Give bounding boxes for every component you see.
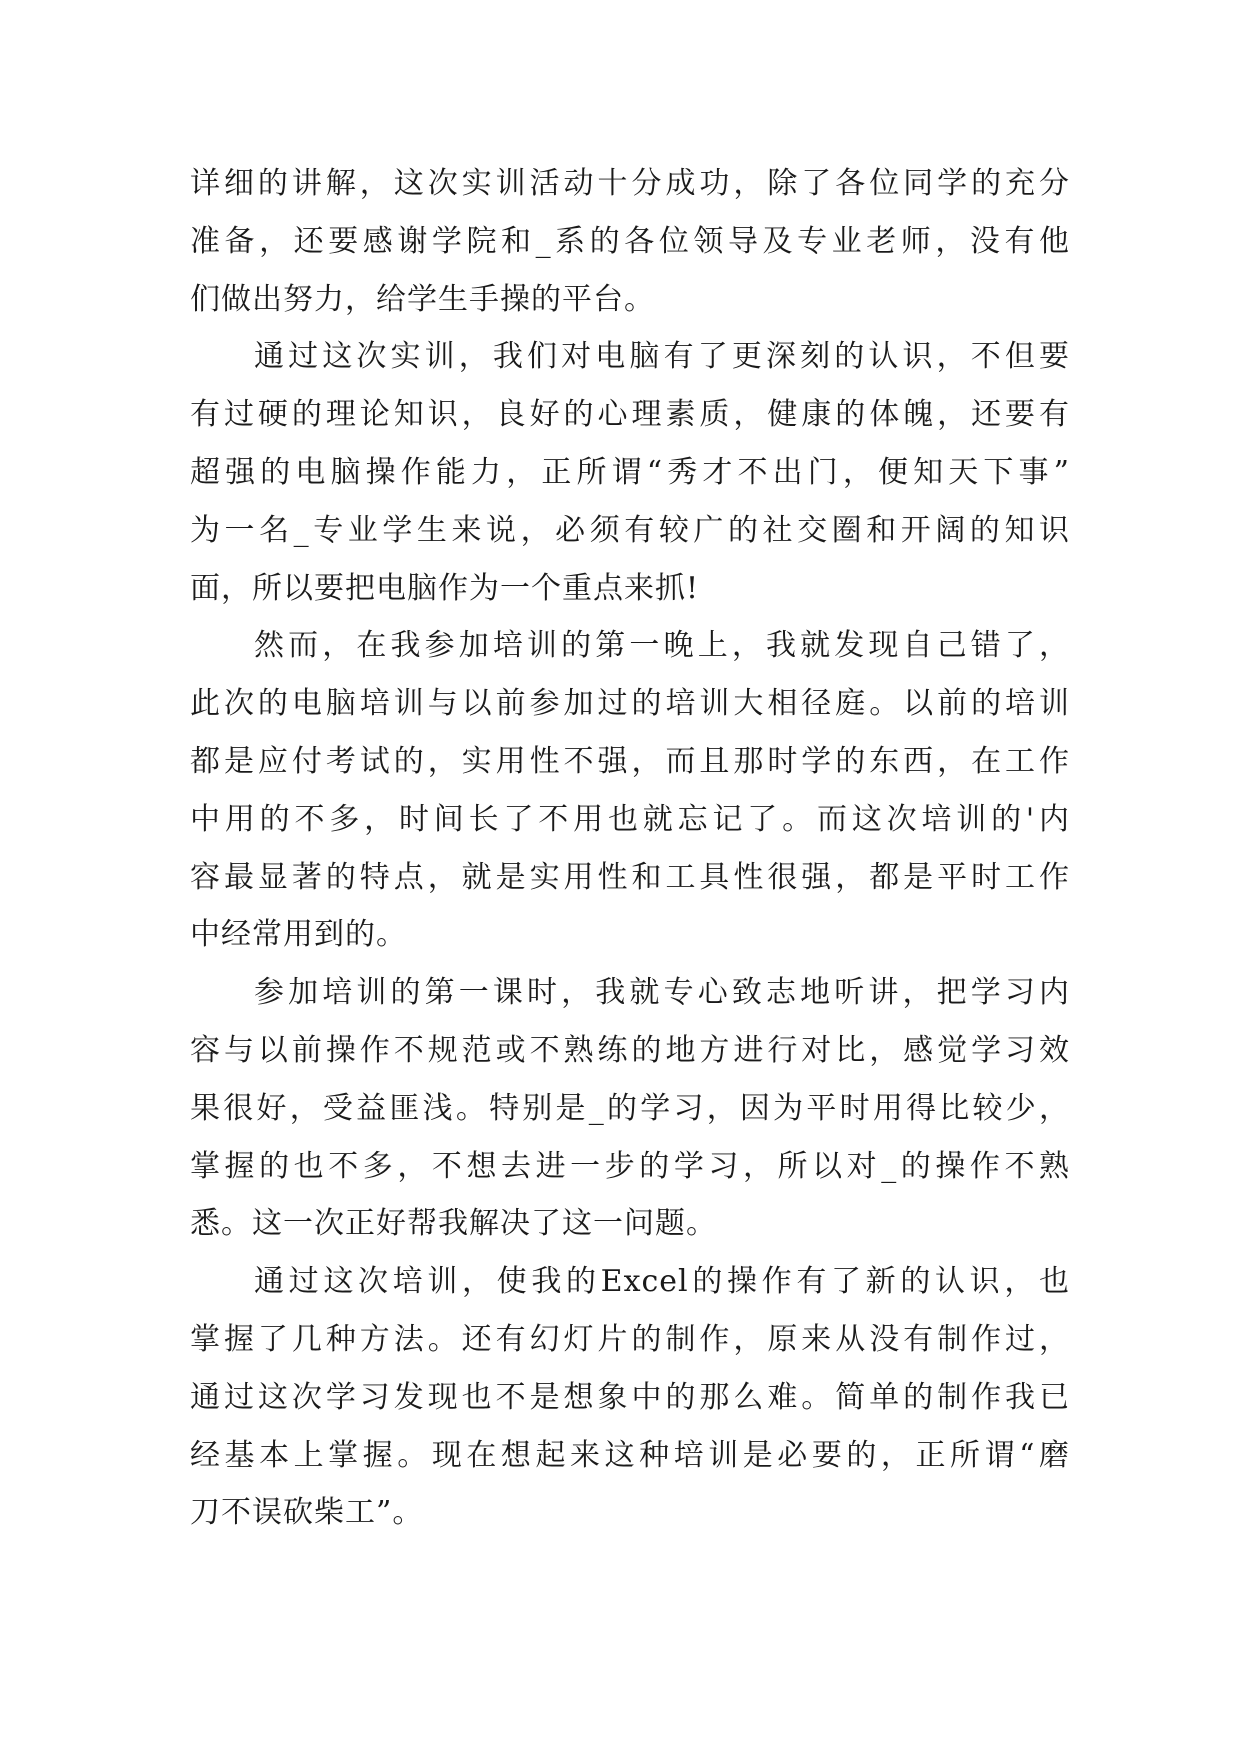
text-line: 刀不误砍柴工”。 [190, 1495, 424, 1531]
text-line: 超强的电脑操作能力，正所谓“秀才不出门，便知天下事” [190, 454, 1070, 490]
text-line: 中经常用到的。 [190, 917, 407, 953]
text-line: 面，所以要把电脑作为一个重点来抓! [190, 570, 700, 606]
text-line: 掌握了几种方法。还有幻灯片的制作，原来从没有制作过， [190, 1321, 1070, 1357]
paragraph-first-line: 参加培训的第一课时，我就专心致志地听讲，把学习内 [254, 975, 1070, 1011]
body-text [190, 155, 1070, 1542]
paragraph-first-line: 通过这次实训，我们对电脑有了更深刻的认识，不但要 [254, 339, 1070, 375]
text-line: 容最显著的特点，就是实用性和工具性很强，都是平时工作 [190, 859, 1070, 895]
text-line: 容与以前操作不规范或不熟练的地方进行对比，感觉学习效 [190, 1032, 1070, 1068]
text-line: 都是应付考试的，实用性不强，而且那时学的东西，在工作 [190, 743, 1070, 779]
text-line: 准备，还要感谢学院和_系的各位领导及专业老师，没有他 [190, 223, 1070, 259]
text-line: 为一名_专业学生来说，必须有较广的社交圈和开阔的知识 [190, 512, 1070, 548]
text-line: 悉。这一次正好帮我解决了这一问题。 [190, 1206, 717, 1242]
text-line: 们做出努力，给学生手操的平台。 [190, 281, 655, 317]
text-line: 此次的电脑培训与以前参加过的培训大相径庭。以前的培训 [190, 686, 1070, 722]
text-line: 果很好，受益匪浅。特别是_的学习，因为平时用得比较少， [190, 1090, 1070, 1126]
text-line: 通过这次学习发现也不是想象中的那么难。简单的制作我已 [190, 1379, 1070, 1415]
paragraph-first-line: 通过这次培训，使我的Excel的操作有了新的认识，也 [254, 1264, 1070, 1300]
text-line: 详细的讲解，这次实训活动十分成功，除了各位同学的充分 [190, 166, 1070, 201]
text-line: 中用的不多，时间长了不用也就忘记了。而这次培训的'内 [190, 801, 1070, 837]
paragraph-first-line: 然而，在我参加培训的第一晚上，我就发现自己错了， [254, 628, 1070, 664]
text-line: 掌握的也不多，不想去进一步的学习，所以对_的操作不熟 [190, 1148, 1070, 1184]
text-line: 有过硬的理论知识，良好的心理素质，健康的体魄，还要有 [190, 397, 1070, 433]
text-line: 经基本上掌握。现在想起来这种培训是必要的，正所谓“磨 [190, 1437, 1070, 1473]
